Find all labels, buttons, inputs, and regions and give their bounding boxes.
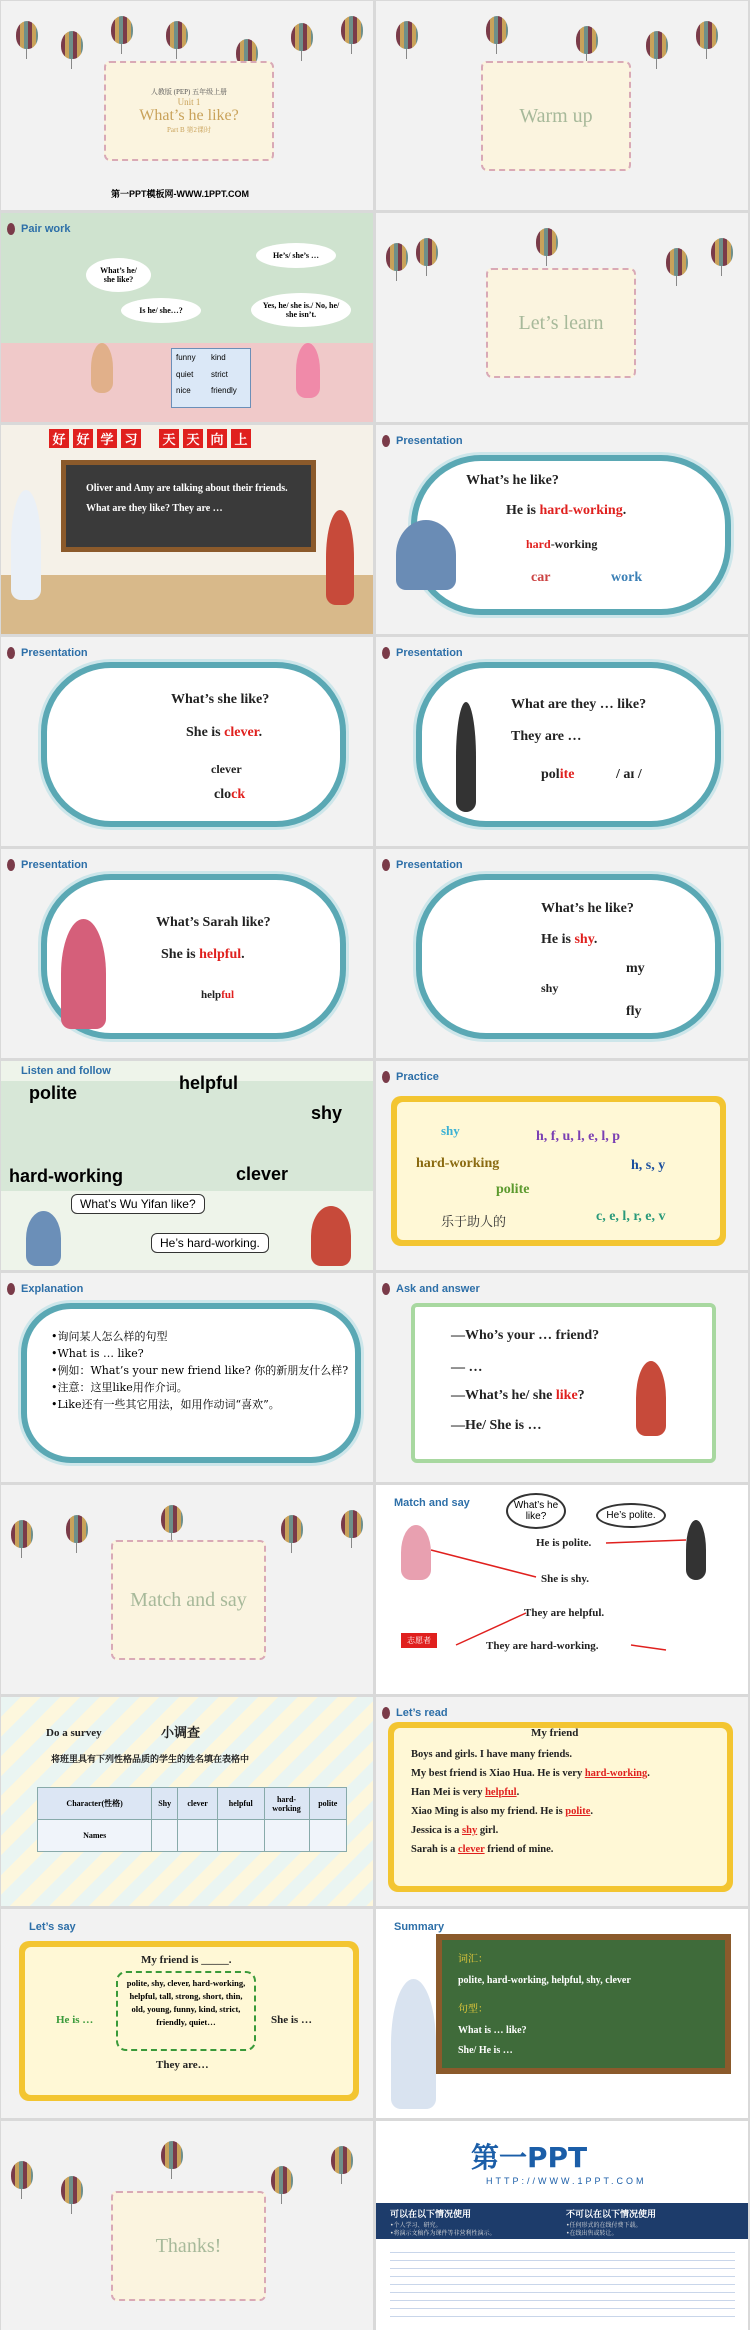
line-end: girl. xyxy=(477,1825,499,1836)
slide-practice[interactable] xyxy=(376,1061,748,1270)
balloon-icon xyxy=(382,1071,390,1083)
balloon-icon xyxy=(382,1283,390,1295)
balloon-icon xyxy=(7,859,15,871)
phonics-rest: -working xyxy=(550,537,598,551)
slide-presentation-shy[interactable] xyxy=(376,849,748,1058)
teacher-character xyxy=(11,490,41,600)
answer-word: clever xyxy=(224,725,259,740)
line-text: Jessica is a xyxy=(411,1825,463,1836)
answer-start: He is xyxy=(506,503,540,518)
slide-ad[interactable] xyxy=(376,2121,748,2330)
line-end: . xyxy=(590,1806,594,1817)
phonics-word xyxy=(201,989,234,1001)
balloon-icon xyxy=(711,238,733,266)
list-item: •Like还有一些其它用法，如用作动词“喜欢”。 xyxy=(51,1398,280,1411)
balloon-icon xyxy=(271,2166,293,2194)
slide-label: Listen and follow xyxy=(21,1065,111,1077)
dialog-line: —He/ She is … xyxy=(451,1418,542,1433)
phonics-word: my xyxy=(626,961,645,976)
word: shy xyxy=(441,1123,460,1138)
girl-character xyxy=(636,1361,666,1436)
line-key: shy xyxy=(462,1825,478,1836)
vocab-word: helpful xyxy=(179,1073,238,1093)
say-left: He is … xyxy=(56,2014,94,2026)
part-text: Part B 第2课时 xyxy=(167,126,211,134)
blackboard xyxy=(61,460,316,552)
phonics-word xyxy=(526,537,597,552)
survey-instruction: 将班里具有下列性格品质的学生的姓名填在表格中 xyxy=(51,1755,250,1765)
reading-line xyxy=(411,1821,650,1840)
slide-presentation-hardworking[interactable] xyxy=(376,425,748,634)
slide-pair-work[interactable] xyxy=(1,213,373,422)
table-cell[interactable] xyxy=(178,1820,218,1852)
table-cell: Names xyxy=(38,1820,152,1852)
slide-match-say-title[interactable] xyxy=(1,1485,373,1694)
balloon-icon xyxy=(382,435,390,447)
phonics-word xyxy=(214,787,245,803)
slide-presentation-polite[interactable] xyxy=(376,637,748,846)
table-header: Shy xyxy=(152,1788,178,1820)
girl-helping xyxy=(61,919,106,1029)
lesson-title: What’s he like? xyxy=(139,107,239,124)
balloon-icon xyxy=(281,1515,303,1543)
speech-bubble: Yes, he/ she is./ No, he/ she isn’t. xyxy=(251,293,351,327)
boy-bowing xyxy=(456,702,476,812)
teacher-character xyxy=(391,1979,436,2109)
phonics-rest: help xyxy=(201,989,222,1001)
usage-allowed-item: •个人学习、研究。 xyxy=(390,2222,442,2229)
phonics-part: ite xyxy=(559,767,575,782)
grade-text: 人教版 (PEP) 五年级上册 xyxy=(150,88,228,96)
slide-label: Presentation xyxy=(396,859,463,871)
line-text: My best friend is Xiao Hua. He is very xyxy=(411,1768,585,1779)
answer-end: . xyxy=(258,725,263,740)
reading-title: My friend xyxy=(531,1727,579,1739)
survey-title: 小调查 xyxy=(161,1726,201,1741)
speech-bubble: He’s hard-working. xyxy=(151,1233,269,1253)
balloon-icon xyxy=(486,16,508,44)
answer-end: . xyxy=(593,932,598,947)
balloon-icon xyxy=(111,16,133,44)
girl-character xyxy=(311,1206,351,1266)
logo-url: HTTP://WWW.1PPT.COM xyxy=(486,2176,647,2186)
dialog-line xyxy=(451,1388,585,1404)
slide-label: Presentation xyxy=(396,647,463,659)
balloon-icon xyxy=(386,243,408,271)
table-header: Character(性格) xyxy=(38,1788,152,1820)
phonics-part: hard xyxy=(526,537,551,551)
line-text: Boys and girls. I have many friends. xyxy=(411,1749,573,1760)
section-title: Thanks! xyxy=(155,2234,222,2257)
phonics-rest: clo xyxy=(214,787,232,802)
slide-lets-learn[interactable] xyxy=(376,213,748,422)
letters: h, s, y xyxy=(631,1158,666,1173)
phonics-word: shy xyxy=(541,981,559,995)
usage-allowed: 可以在以下情况使用 xyxy=(390,2210,472,2220)
question: What’s he like? xyxy=(541,901,634,916)
boy-character xyxy=(686,1520,706,1580)
girl-character xyxy=(401,1525,431,1580)
link-list[interactable] xyxy=(390,2245,735,2323)
word-box xyxy=(116,1971,256,2051)
line-end: . xyxy=(647,1768,650,1779)
slide-label: Ask and answer xyxy=(396,1283,480,1295)
balloon-icon xyxy=(16,21,38,49)
answer-end: . xyxy=(241,947,245,962)
answer: They are … xyxy=(511,729,582,744)
banner-char: 天 xyxy=(159,429,179,448)
answer xyxy=(506,503,626,519)
table-header: hard-working xyxy=(264,1788,309,1820)
balloon-icon xyxy=(331,2146,353,2174)
speech-bubble: He’s polite. xyxy=(596,1503,666,1528)
boy-character xyxy=(91,343,113,393)
answer xyxy=(161,947,245,963)
balloon-icon xyxy=(66,1515,88,1543)
vocab-word: clever xyxy=(236,1164,289,1184)
word: strict xyxy=(211,369,228,379)
answer-end: . xyxy=(622,503,627,518)
say-right: She is … xyxy=(271,2014,312,2026)
phonetic: / aɪ / xyxy=(616,767,642,782)
question: What’s he like? xyxy=(466,473,559,488)
volunteer-sign: 志愿者 xyxy=(401,1633,437,1648)
phonics-part: ful xyxy=(221,989,235,1001)
say-title: My friend is _____. xyxy=(141,1954,232,1966)
list-item: •注意：这里like用作介词。 xyxy=(51,1381,188,1394)
slide-listen-follow[interactable] xyxy=(1,1061,373,1270)
line-text: Han Mei is very xyxy=(411,1787,486,1798)
speech-bubble: What’s Wu Yifan like? xyxy=(71,1194,205,1214)
banner xyxy=(49,429,251,448)
vocab-word: hard-working xyxy=(9,1166,124,1186)
balloon-icon xyxy=(666,248,688,276)
line-key: polite xyxy=(565,1806,591,1817)
phonics-word: clever xyxy=(211,762,242,776)
banner-char: 好 xyxy=(49,429,69,448)
letters: c, e, l, r, e, v xyxy=(596,1209,666,1224)
balloon-icon xyxy=(7,1283,15,1295)
slide-label: Match and say xyxy=(394,1497,470,1509)
word: kind xyxy=(211,353,226,362)
pattern-line: What is … like? xyxy=(458,2025,527,2036)
section-frame xyxy=(481,61,631,171)
slide-label: Presentation xyxy=(21,859,88,871)
section-frame xyxy=(486,268,636,378)
reading-line xyxy=(411,1745,650,1764)
slide-match-say[interactable] xyxy=(376,1485,748,1694)
answer-frame xyxy=(411,1303,716,1463)
cloud-frame xyxy=(411,455,731,615)
letters: h, f, u, l, e, l, p xyxy=(536,1129,621,1144)
match-sentence: They are helpful. xyxy=(524,1607,605,1619)
phonics-word: work xyxy=(611,570,643,585)
table-header: helpful xyxy=(218,1788,265,1820)
slide-label: Do a survey xyxy=(46,1727,102,1739)
reading-line xyxy=(411,1802,650,1821)
say-end: They are… xyxy=(156,2059,209,2071)
balloon-icon xyxy=(382,1707,390,1719)
reading-line xyxy=(411,1764,650,1783)
word: nice xyxy=(176,386,191,396)
table-cell[interactable] xyxy=(309,1820,346,1852)
vocab-list: polite, hard-working, helpful, shy, clever xyxy=(458,1975,631,1986)
answer-word: hard-working xyxy=(539,503,623,518)
slide-lets-say[interactable] xyxy=(1,1909,373,2118)
speech-bubble: Is he/ she…? xyxy=(121,298,201,323)
question: What’s she like? xyxy=(171,692,270,707)
answer-start: She is xyxy=(161,947,200,962)
slide-warm-up[interactable] xyxy=(376,1,748,210)
table-cell[interactable] xyxy=(152,1820,178,1852)
match-sentence: She is shy. xyxy=(541,1573,589,1585)
slide-label: Explanation xyxy=(21,1283,84,1295)
balloon-icon xyxy=(7,223,15,235)
phonics-word: fly xyxy=(626,1004,642,1019)
line-key: hard-working xyxy=(584,1768,648,1779)
answer xyxy=(541,932,597,948)
title-frame xyxy=(104,61,274,161)
section-frame xyxy=(111,2191,266,2301)
word: quiet xyxy=(176,369,194,379)
usage-allowed-item: •将演示文稿作为课件等非营利性演示。 xyxy=(390,2230,496,2237)
slide-label: Presentation xyxy=(396,435,463,447)
footer-text: 第一PPT模板网-WWW.1PPT.COM xyxy=(111,189,249,199)
word: hard-working xyxy=(416,1156,500,1171)
cloud-frame xyxy=(41,662,346,827)
slide-presentation-helpful[interactable] xyxy=(1,849,373,1058)
usage-forbidden: 不可以在以下情况使用 xyxy=(566,2210,657,2220)
balloon-icon xyxy=(11,1520,33,1548)
usage-forbidden-item: •任何形式的在线付费下载。 xyxy=(566,2222,642,2229)
speech-bubble: What’s he/ she like? xyxy=(86,258,151,292)
table-header: clever xyxy=(178,1788,218,1820)
dialog-line: — … xyxy=(451,1360,483,1375)
list-item: •例如：What’s your new friend like? 你的新朋友什么样? xyxy=(51,1364,349,1377)
match-sentence: He is polite. xyxy=(536,1537,592,1549)
phonics-rest: pol xyxy=(541,767,560,782)
banner-char: 习 xyxy=(121,429,141,448)
dialog-line: —Who’s your … friend? xyxy=(451,1328,600,1343)
dialog-key: like xyxy=(555,1388,578,1403)
word: 乐于助人的 xyxy=(441,1215,507,1230)
slide-label: Practice xyxy=(396,1071,439,1083)
list-item: •询问某人怎么样的句型 xyxy=(51,1330,168,1343)
question: What are they … like? xyxy=(511,697,647,712)
balloon-icon xyxy=(166,21,188,49)
balloon-icon xyxy=(341,1510,363,1538)
word: friendly xyxy=(211,386,237,396)
balloon-icon xyxy=(291,23,313,51)
slide-label: Presentation xyxy=(21,647,88,659)
balloon-icon xyxy=(536,228,558,256)
section-title: Let’s learn xyxy=(518,311,604,334)
pattern-line: She/ He is … xyxy=(458,2045,513,2056)
answer-start: She is xyxy=(186,725,225,740)
slide-ask-answer[interactable] xyxy=(376,1273,748,1482)
vocab-heading: 词汇： xyxy=(458,1954,488,1965)
logo: 第一PPT xyxy=(471,2141,588,2174)
summary-board xyxy=(436,1934,731,2074)
boy-studying xyxy=(396,520,456,590)
line-end: friend of mine. xyxy=(484,1844,554,1855)
slide-summary[interactable] xyxy=(376,1909,748,2118)
slide-explanation[interactable] xyxy=(1,1273,373,1482)
unit-text: Unit 1 xyxy=(177,97,201,107)
phonics-word: car xyxy=(531,570,551,585)
answer-start: He is xyxy=(541,932,575,947)
slide-thanks[interactable] xyxy=(1,2121,373,2330)
balloon-icon xyxy=(696,21,718,49)
line-key: helpful xyxy=(485,1787,517,1798)
match-sentence: They are hard-working. xyxy=(486,1640,599,1652)
answer xyxy=(186,725,262,741)
dialog-end: ? xyxy=(577,1388,585,1403)
table-cell[interactable] xyxy=(218,1820,265,1852)
balloon-icon xyxy=(576,26,598,54)
slide-survey[interactable] xyxy=(1,1697,373,1906)
answer-word: shy xyxy=(574,932,594,947)
balloon-icon xyxy=(11,2161,33,2189)
boy-character xyxy=(26,1211,61,1266)
balloon-icon xyxy=(382,647,390,659)
word: polite xyxy=(496,1182,530,1197)
balloon-icon xyxy=(382,859,390,871)
banner-char: 向 xyxy=(207,429,227,448)
board-text: Oliver and Amy are talking about their friends. What are they like? They are … xyxy=(86,483,288,514)
reading-text xyxy=(411,1745,650,1859)
word-list: polite, shy, clever, hard-working, helpful, tall, strong, short, thin, old, young, funny, kind, strict, friendly, quiet… xyxy=(126,1978,246,2027)
table-cell[interactable] xyxy=(264,1820,309,1852)
section-title: Match and say xyxy=(130,1588,247,1611)
vocab-word: shy xyxy=(311,1103,343,1123)
girl-character xyxy=(296,343,320,398)
dialog-start: —What’s he/ she xyxy=(451,1388,556,1403)
cloud-frame xyxy=(416,874,721,1039)
balloon-icon xyxy=(61,31,83,59)
phonics-part: ck xyxy=(231,787,246,802)
section-title: Warm up xyxy=(519,104,593,127)
balloon-icon xyxy=(396,21,418,49)
balloon-icon xyxy=(161,2141,183,2169)
line-key: clever xyxy=(457,1844,485,1855)
word: funny xyxy=(176,353,196,362)
usage-forbidden-item: •在线出售或转让。 xyxy=(566,2230,618,2237)
section-frame xyxy=(111,1540,266,1660)
balloon-icon xyxy=(161,1505,183,1533)
explanation-list xyxy=(51,1328,351,1413)
girl-character xyxy=(326,510,354,605)
speech-bubble: What’s he like? xyxy=(506,1493,566,1529)
slide-label: Let’s read xyxy=(396,1707,448,1719)
slide-lets-read[interactable] xyxy=(376,1697,748,1906)
slide-presentation-clever[interactable] xyxy=(1,637,373,846)
balloon-icon xyxy=(61,2176,83,2204)
line-end: . xyxy=(516,1787,520,1798)
survey-table xyxy=(37,1787,347,1852)
banner-char: 天 xyxy=(183,429,203,448)
balloon-icon xyxy=(416,238,438,266)
pattern-heading: 句型： xyxy=(458,2004,488,2015)
balloon-icon xyxy=(646,31,668,59)
banner-char: 学 xyxy=(97,429,117,448)
slide-classroom[interactable] xyxy=(1,425,373,634)
table-header: polite xyxy=(309,1788,346,1820)
vocab-word: polite xyxy=(29,1083,77,1103)
phonics-word xyxy=(541,767,574,783)
reading-line xyxy=(411,1783,650,1802)
slide-title[interactable] xyxy=(1,1,373,210)
answer-word: helpful xyxy=(199,947,242,962)
balloon-icon xyxy=(7,647,15,659)
slide-label: Summary xyxy=(394,1921,445,1933)
list-item: •What is … like? xyxy=(51,1347,144,1360)
question: What’s Sarah like? xyxy=(156,915,271,930)
line-text: Sarah is a xyxy=(411,1844,458,1855)
banner-char: 上 xyxy=(231,429,251,448)
word-card xyxy=(171,348,251,408)
info-bar xyxy=(376,2203,748,2239)
banner-char: 好 xyxy=(73,429,93,448)
reading-line xyxy=(411,1840,650,1859)
speech-bubble: He’s/ she’s … xyxy=(256,243,336,268)
match-lines xyxy=(376,1485,748,1694)
slide-label: Pair work xyxy=(21,223,71,235)
slide-label: Let’s say xyxy=(29,1921,76,1933)
line-text: Xiao Ming is also my friend. He is xyxy=(411,1806,566,1817)
balloon-icon xyxy=(341,16,363,44)
